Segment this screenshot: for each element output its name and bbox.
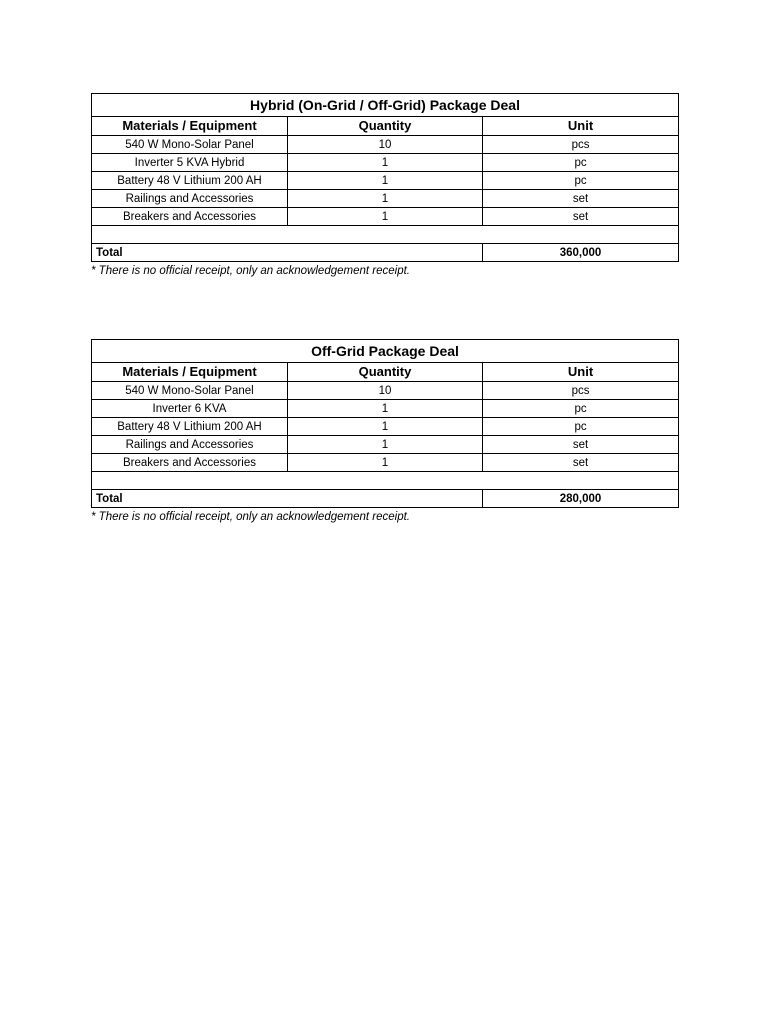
item-cell: 540 W Mono-Solar Panel (92, 136, 288, 154)
package-title: Hybrid (On-Grid / Off-Grid) Package Deal (92, 94, 679, 117)
table-row (92, 454, 679, 472)
item-cell: 540 W Mono-Solar Panel (92, 382, 288, 400)
quantity-cell: 1 (288, 208, 483, 226)
table-row (92, 136, 679, 154)
item-cell: Breakers and Accessories (92, 454, 288, 472)
item-cell: Battery 48 V Lithium 200 AH (92, 172, 288, 190)
total-value: 280,000 (483, 490, 679, 508)
quantity-cell: 1 (288, 454, 483, 472)
unit-cell: pc (483, 172, 679, 190)
quantity-cell: 1 (288, 172, 483, 190)
table-row (92, 208, 679, 226)
offgrid-package-table (91, 339, 679, 508)
empty-cell (92, 472, 679, 490)
quantity-cell: 1 (288, 400, 483, 418)
receipt-note: * There is no official receipt, only an acknowledgement receipt. (91, 265, 410, 277)
unit-cell: pcs (483, 382, 679, 400)
spacer-row (92, 472, 679, 490)
column-header-unit: Unit (483, 117, 679, 136)
item-cell: Railings and Accessories (92, 190, 288, 208)
item-cell: Breakers and Accessories (92, 208, 288, 226)
table-row (92, 418, 679, 436)
column-header-unit: Unit (483, 363, 679, 382)
offgrid-package-section (91, 339, 678, 525)
hybrid-package-table (91, 93, 679, 262)
receipt-note: * There is no official receipt, only an acknowledgement receipt. (91, 511, 410, 523)
table-header-row (92, 117, 679, 136)
quantity-cell: 10 (288, 136, 483, 154)
column-header-materials: Materials / Equipment (92, 117, 288, 136)
item-cell: Railings and Accessories (92, 436, 288, 454)
total-label: Total (92, 244, 483, 262)
item-cell: Inverter 5 KVA Hybrid (92, 154, 288, 172)
column-header-quantity: Quantity (288, 117, 483, 136)
hybrid-package-section (91, 93, 678, 279)
unit-cell: set (483, 190, 679, 208)
quantity-cell: 10 (288, 382, 483, 400)
column-header-quantity: Quantity (288, 363, 483, 382)
total-row (92, 244, 679, 262)
unit-cell: pc (483, 418, 679, 436)
unit-cell: pc (483, 154, 679, 172)
column-header-materials: Materials / Equipment (92, 363, 288, 382)
total-label: Total (92, 490, 483, 508)
table-header-row (92, 363, 679, 382)
table-row (92, 436, 679, 454)
empty-cell (92, 226, 679, 244)
unit-cell: pc (483, 400, 679, 418)
unit-cell: set (483, 436, 679, 454)
table-row (92, 154, 679, 172)
quantity-cell: 1 (288, 418, 483, 436)
table-row (92, 400, 679, 418)
package-title: Off-Grid Package Deal (92, 340, 679, 363)
quantity-cell: 1 (288, 190, 483, 208)
spacer-row (92, 226, 679, 244)
table-row (92, 172, 679, 190)
total-row (92, 490, 679, 508)
unit-cell: set (483, 454, 679, 472)
total-value: 360,000 (483, 244, 679, 262)
quantity-cell: 1 (288, 436, 483, 454)
quantity-cell: 1 (288, 154, 483, 172)
item-cell: Battery 48 V Lithium 200 AH (92, 418, 288, 436)
unit-cell: set (483, 208, 679, 226)
unit-cell: pcs (483, 136, 679, 154)
table-row (92, 382, 679, 400)
table-row (92, 190, 679, 208)
item-cell: Inverter 6 KVA (92, 400, 288, 418)
